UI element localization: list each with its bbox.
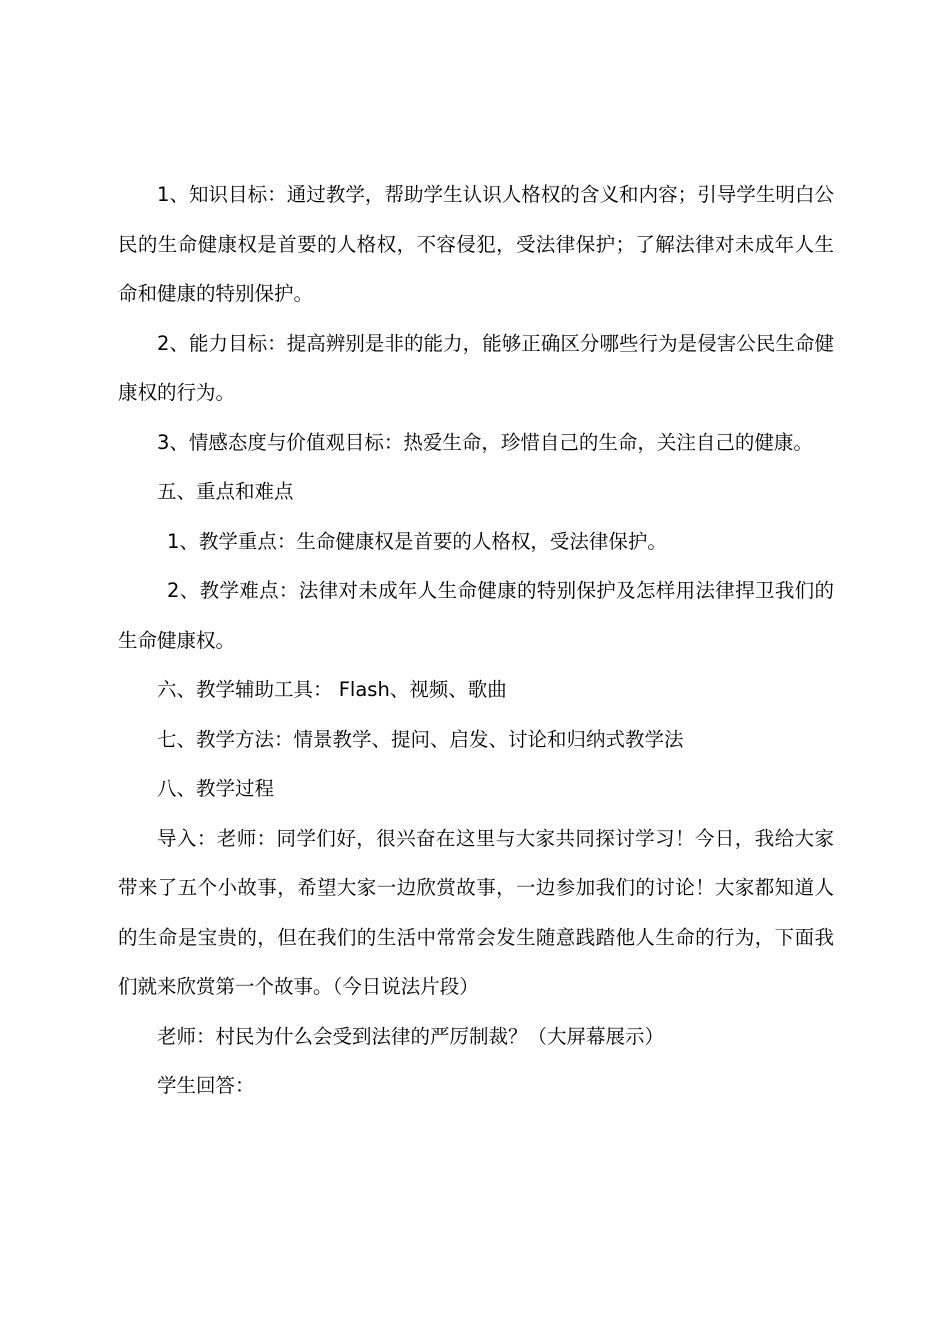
paragraph-ability-goal: 2、能力目标：提高辨别是非的能力，能够正确区分哪些行为是侵害公民生命健康权的行为。 bbox=[118, 331, 834, 404]
paragraph-teaching-tools: 六、教学辅助工具： Flash、视频、歌曲 bbox=[157, 678, 507, 701]
paragraph-emotion-goal: 3、情感态度与价值观目标：热爱生命，珍惜自己的生命，关注自己的健康。 bbox=[157, 430, 813, 454]
paragraph-teacher-question: 老师：村民为什么会受到法律的严厉制裁？（大屏幕展示） bbox=[157, 1024, 665, 1048]
paragraph-knowledge-goal: 1、知识目标：通过教学，帮助学生认识人格权的含义和内容；引导学生明白公民的生命健康权是首要的人格权，不容侵犯，受法律保护；了解法律对未成年人生命和健康的特别保护。 bbox=[118, 183, 834, 305]
paragraph-introduction: 导入：老师：同学们好，很兴奋在这里与大家共同探讨学习！今日，我给大家带来了五个小故事，希望大家一边欣赏故事，一边参加我们的讨论！大家都知道人的生命是宝贵的，但在我们的生活中常常会发生随意践踏他人生命的行为，下面我们就来欣赏第一个故事。（今日说法片段） bbox=[118, 826, 834, 998]
document-body bbox=[118, 170, 834, 1111]
paragraph-teaching-focus: 1、教学重点：生命健康权是首要的人格权，受法律保护。 bbox=[167, 529, 667, 553]
heading-teaching-process: 八、教学过程 bbox=[157, 777, 275, 800]
paragraph-student-answer: 学生回答： bbox=[157, 1074, 255, 1097]
paragraph-teaching-methods: 七、教学方法：情景教学、提问、启发、讨论和归纳式教学法 bbox=[157, 727, 684, 751]
heading-key-points: 五、重点和难点 bbox=[157, 480, 294, 503]
paragraph-teaching-difficulty: 2、教学难点：法律对未成年人生命健康的特别保护及怎样用法律捍卫我们的生命健康权。 bbox=[118, 579, 834, 652]
